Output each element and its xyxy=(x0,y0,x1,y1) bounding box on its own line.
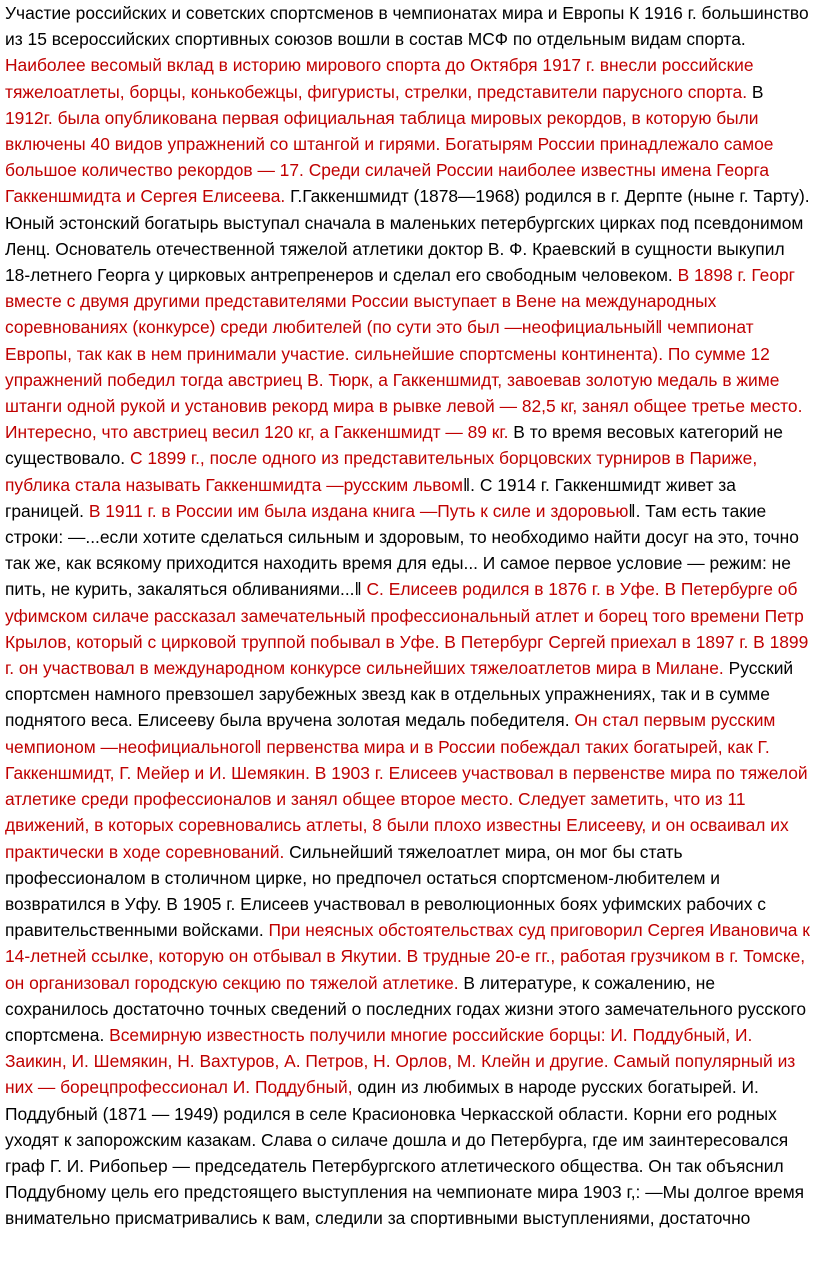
highlighted-text-run: В 1898 г. Георг вместе с двумя другими представителями России выступает в Вене на международных соревнованиях (конкурсе) среди любителей (по сути это был —неофициальный‖ чемпионат Европы, так как в нем принимали участие. сильнейшие спортсмены континента). По сумме 12 упражнений победил тогда австриец В. Тюрк, а Гаккеншмидт, завоевав золотую медаль в жиме штанги одной рукой и установив рекорд мира в рывке левой — 82,5 кг, занял общее третье место. Интересно, что австриец весил 120 кг, а Гаккеншмидт — 89 кг. xyxy=(5,265,803,443)
text-run: В xyxy=(747,81,764,102)
text-run: В то время весовых категорий не существовало. xyxy=(5,422,783,469)
highlighted-text-run: С. Елисеев родился в 1876 г. в Уфе. В Петербурге об уфимском силаче рассказал замечательный профессиональный атлет и борец того времени Петр Крылов, который с цирковой труппой побывал в Уфе. В Петербург Сергей приехал в 1897 г. В 1899 г. он участвовал в международном конкурсе сильнейших тяжелоатлетов мира в Милане. xyxy=(5,579,809,679)
text-run: ‖. С 1914 г. Гаккеншмидт живет за границей. xyxy=(5,474,736,521)
highlighted-text-run: При неясных обстоятельствах суд приговорил Сергея Ивановича к 14-летней ссылке, которую он отбывал в Якутии. В трудные 20-е гг., работая грузчиком в г. Томске, он организовал городскую секцию по тяжелой атлетике. xyxy=(5,920,810,993)
text-run: Г.Гаккеншмидт (1878—1968) родился в г. Дерпте (ныне г. Тарту). Юный эстонский богатырь выступал сначала в маленьких петербургских цирках под псевдонимом Ленц. Основатель отечественной тяжелой атлетики доктор В. Ф. Краевский в сущности выкупил 18-летнего Георга у цирковых антрепренеров и сделал его свободным человеком. xyxy=(5,186,810,286)
highlighted-text-run: Всемирную известность получили многие российские борцы: И. Поддубный, И. Заикин, И. Шемякин, Н. Вахтуров, А. Петров, Н. Орлов, М. Клейн и другие. Самый популярный из них — борецпрофессионал И. Поддубный, xyxy=(5,1024,796,1098)
text-run: Сильнейший тяжелоатлет мира, он мог бы стать профессионалом в столичном цирке, но предпочел остаться спортсменом-любителем и возвратился в Уфу. В 1905 г. Елисеев участвовал в революционных боях уфимских рабочих с правительственными войсками. xyxy=(5,841,766,941)
highlighted-text-run: Он стал первым русским чемпионом —неофициального‖ первенства мира и в России побеждал таких богатырей, как Г. Гаккеншмидт, Г. Мейер и И. Шемякин. xyxy=(5,710,776,783)
text-run: В литературе, к сожалению, не сохранилось достаточно точных сведений о последних годах жизни этого замечательного русского спортсмена. xyxy=(5,972,807,1045)
highlighted-text-run: С 1899 г., после одного из представительных борцовских турниров в Париже, публика стала называть Гаккеншмидта —русским львом xyxy=(5,448,758,495)
body-paragraph xyxy=(5,0,810,1232)
highlighted-text-run: В 1911 г. в России им была издана книга —Путь к силе и здоровью xyxy=(88,500,629,521)
highlighted-text-run: В 1903 г. Елисеев участвовал в первенстве мира по тяжелой атлетике среди профессионалов и занял общее второе место. Следует заметить, что из 11 движений, в которых соревновались атлеты, 8 были плохо известны Елисееву, и он осваивал их практически в ходе соревнований. xyxy=(5,762,808,862)
text-run: ‖. Там есть такие строки: —...если хотите сделаться сильным и здоровым, то необходимо найти досуг на это, точно так же, как всякому приходится находить время для еды... И самое первое условие — режим: не пить, не курить, закаляться обливаниями...‖ xyxy=(5,500,799,600)
text-run: Русский спортсмен намного превзошел зарубежных звезд как в отдельных упражнениях, так и в сумме поднятого веса. Елисееву была вручена золотая медаль победителя. xyxy=(5,658,794,731)
highlighted-text-run: Наиболее весомый вклад в историю мирового спорта до Октября 1917 г. внесли российские тяжелоатлеты, борцы, конькобежцы, фигуристы, стрелки, представители парусного спорта. xyxy=(5,55,754,102)
text-run: один из любимых в народе русских богатырей. И. Поддубный (1871 — 1949) родился в селе Красионовка Черкасской области. Корни его родных уходят к запорожским казакам. Слава о силаче дошла и до Петербурга, где им заинтересовался граф Г. И. Рибопьер — председатель Петербургского атлетического общества. Он так объяснил Поддубному цель его предстоящего выступления на чемпионате мира 1903 г,: —Мы долгое время внимательно присматривались к вам, следили за спортивными выступлениями, достаточно xyxy=(5,1077,805,1229)
text-run: Участие российских и советских спортсменов в чемпионатах мира и Европы К 1916 г. большинство из 15 всероссийских спортивных союзов вошли в состав МСФ по отдельным видам спорта. xyxy=(5,3,809,50)
highlighted-text-run: 1912г. была опубликована первая официальная таблица мировых рекордов, в которую были включены 40 видов упражнений со штангой и гирями. Богатырям России принадлежало самое большое количество рекордов — 17. Среди силачей России наиболее известны имена Георга Гаккеншмидта и Сергея Елисеева. xyxy=(5,107,774,207)
